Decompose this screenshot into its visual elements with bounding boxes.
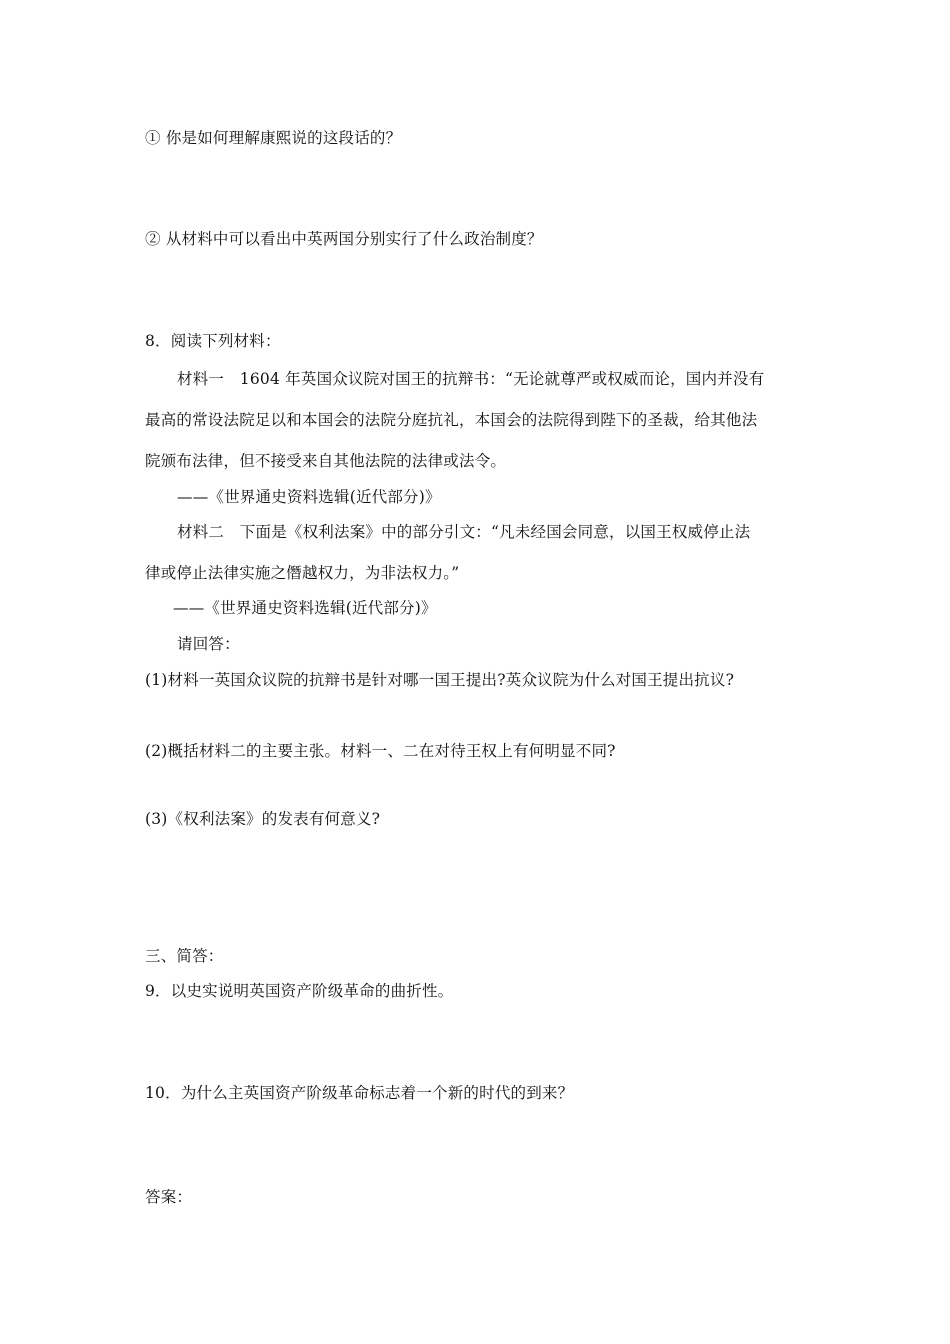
q7-sub1: ① 你是如何理解康熙说的这段话的？ [145,129,402,147]
q8-material1-line2: 最高的常设法院足以和本国会的法院分庭抗礼，本国会的法院得到陛下的圣裁，给其他法 [145,411,758,429]
q8-material1-line1: 材料一 1604 年英国众议院对国王的抗辩书：“无论就尊严或权威而论，国内并没有 [177,370,765,388]
q8-heading: 8．阅读下列材料： [145,332,281,350]
q8-material2-line1: 材料二 下面是《权利法案》中的部分引文：“凡未经国会同意，以国王权威停止法 [177,523,751,541]
q8-question3: (3)《权利法案》的发表有何意义? [145,810,381,828]
answers-heading: 答案： [145,1188,193,1206]
q8-prompt: 请回答： [177,635,240,653]
q8-material2-source: ——《世界通史资料选辑(近代部分)》 [173,599,437,617]
q8-material1-line3: 院颁布法律，但不接受来自其他法院的法律或法令。 [145,452,507,470]
section3-heading: 三、简答： [145,947,224,965]
q8-material1-source: ——《世界通史资料选辑(近代部分)》 [177,488,441,506]
q9: 9．以史实说明英国资产阶级革命的曲折性。 [145,982,454,1000]
q8-question2: (2)概括材料二的主要主张。材料一、二在对待王权上有何明显不同? [145,742,616,760]
q8-material2-line2: 律或停止法律实施之僭越权力，为非法权力。” [145,564,460,582]
q10: 10．为什么主英国资产阶级革命标志着一个新的时代的到来？ [145,1084,574,1102]
q8-question1: (1)材料一英国众议院的抗辩书是针对哪一国王提出?英众议院为什么对国王提出抗议? [145,671,735,689]
q7-sub2: ② 从材料中可以看出中英两国分别实行了什么政治制度？ [145,230,543,248]
